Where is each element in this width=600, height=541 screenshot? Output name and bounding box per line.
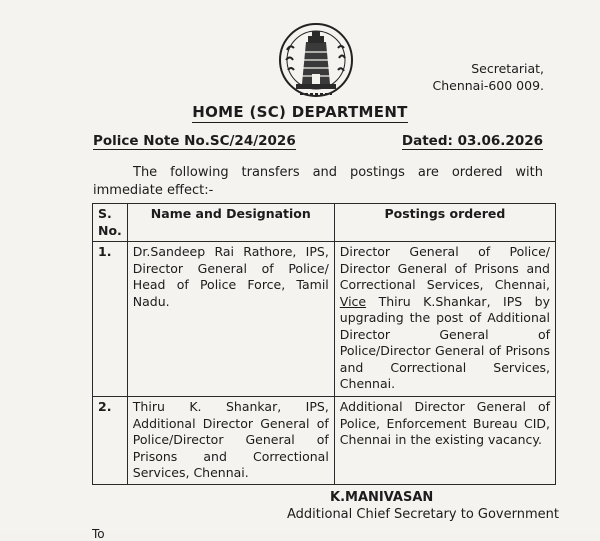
posting-cell (334, 242, 555, 397)
table-row (93, 242, 556, 397)
column-header: Name and Designation (127, 204, 334, 242)
posting-text: Director General of Police/ Director General of Prisons and Correctional Services, Chennai, (339, 244, 550, 292)
address-line: Secretariat, (471, 61, 544, 76)
department-heading (0, 103, 600, 121)
department-title: HOME (SC) DEPARTMENT (192, 103, 408, 121)
address-block (433, 60, 545, 94)
posting-cell (334, 397, 555, 485)
column-header: Postings ordered (334, 204, 555, 242)
note-date (402, 133, 543, 149)
serial-number-cell: 1. (93, 242, 128, 397)
note-date-text: Dated: 03.06.2026 (401, 133, 543, 149)
table-header-row (93, 204, 556, 242)
column-header: S. No. (93, 204, 128, 242)
note-number-text: Police Note No.SC/24/2026 (93, 133, 296, 149)
table-row (93, 397, 556, 485)
state-emblem-icon (278, 20, 354, 102)
postings-table (92, 203, 556, 485)
signatory-name: K.MANIVASAN (330, 490, 434, 505)
serial-number-cell: 2. (93, 397, 128, 485)
to-line: To (92, 527, 105, 541)
name-designation-cell: Thiru K. Shankar, IPS, Additional Director General of Police/Director General of Prisons and Correctional Services, Chennai. (127, 397, 334, 485)
note-number (93, 133, 296, 149)
signatory-designation: Additional Chief Secretary to Government (287, 507, 559, 522)
posting-text: Additional Director General of Police, Enforcement Bureau CID, Chennai in the existing vacancy. (339, 399, 550, 447)
vice-text: Vice (339, 293, 367, 309)
address-line: Chennai-600 009. (432, 78, 544, 93)
name-designation-cell: Dr.Sandeep Rai Rathore, IPS, Director General of Police/ Head of Police Force, Tamil Nadu. (127, 242, 334, 397)
intro-paragraph: The following transfers and postings are ordered with immediate effect:- (93, 165, 543, 198)
posting-text: Thiru K.Shankar, IPS by upgrading the post of Additional Director General of Police/Director General of Prisons and Correctional Services, Chennai. (339, 293, 550, 391)
